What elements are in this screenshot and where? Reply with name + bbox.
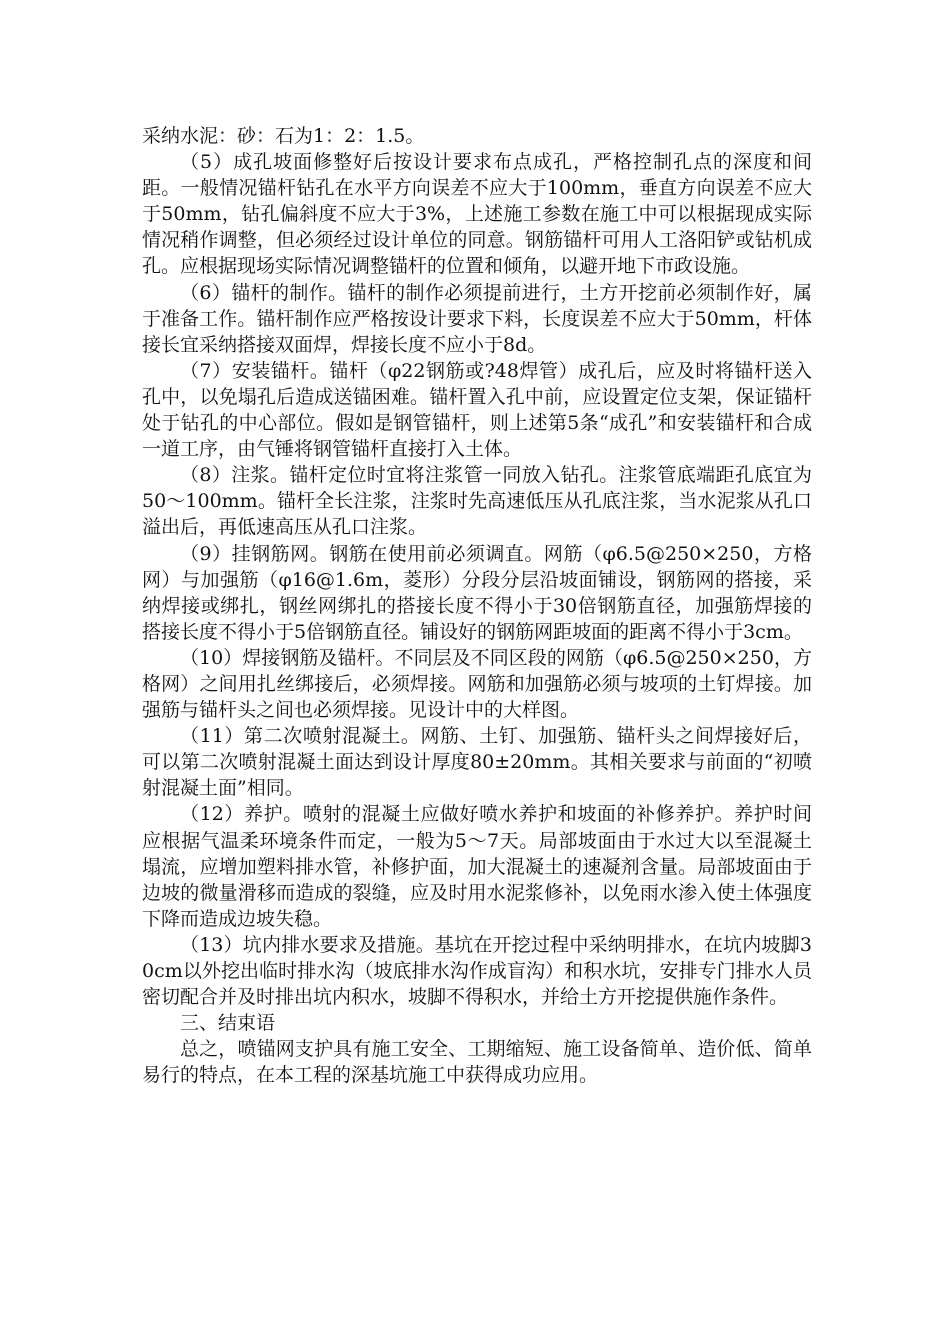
paragraph-step-6-anchor-fabrication: （6）锚杆的制作。锚杆的制作必须提前进行，土方开挖前必须制作好，属于准备工作。锚杆制作应严格按设计要求下料，长度误差不应大于50mm，杆体接长宜采纳搭接双面焊，焊接长度不应小于8d。 <box>142 281 812 356</box>
paragraph-step-11-second-shotcrete: （11）第二次喷射混凝土。网筋、土钉、加强筋、锚杆头之间焊接好后，可以第二次喷射混凝土面达到设计厚度80±20mm。其相关要求与前面的“初喷射混凝土面”相同。 <box>142 725 812 800</box>
paragraph-conclusion: 总之，喷锚网支护具有施工安全、工期缩短、施工设备简单、造价低、简单易行的特点，在本工程的深基坑施工中获得成功应用。 <box>142 1038 812 1087</box>
document-body <box>142 123 812 1088</box>
paragraph-step-9-mesh: （9）挂钢筋网。钢筋在使用前必须调直。网筋（φ6.5@250×250，方格网）与加强筋（φ16@1.6m，菱形）分段分层沿坡面铺设，钢筋网的搭接，采纳焊接或绑扎，钢丝网绑扎的搭接长度不得小于30倍钢筋直径，加强筋焊接的搭接长度不得小于5倍钢筋直径。铺设好的钢筋网距坡面的距离不得小于3cm。 <box>142 542 812 643</box>
paragraph-step-12-curing: （12）养护。喷射的混凝土应做好喷水养护和坡面的补修养护。养护时间应根据气温柔环境条件而定，一般为5～7天。局部坡面由于水过大以至混凝土塌流，应增加塑料排水管，补修护面，加大混凝土的速凝剂含量。局部坡面由于边坡的微量滑移而造成的裂缝，应及时用水泥浆修补，以免雨水渗入使土体强度下降而造成边坡失稳。 <box>142 803 812 930</box>
paragraph-step-5-drilling: （5）成孔坡面修整好后按设计要求布点成孔，严格控制孔点的深度和间距。一般情况锚杆钻孔在水平方向误差不应大于100mm，垂直方向误差不应大于50mm，钻孔偏斜度不应大于3%，上述施工参数在施工中可以根据现成实际情况稍作调整，但必须经过设计单位的同意。钢筋锚杆可用人工洛阳铲或钻机成孔。应根据现场实际情况调整锚杆的位置和倾角，以避开地下市政设施。 <box>142 151 812 278</box>
section-heading-conclusion: 三、结束语 <box>180 1012 276 1035</box>
paragraph-step-7-anchor-install: （7）安装锚杆。锚杆（φ22钢筋或?48焊管）成孔后，应及时将锚杆送入孔中，以免塌孔后造成送锚困难。锚杆置入孔中前，应设置定位支架，保证锚杆处于钻孔的中心部位。假如是钢管锚杆，则上述第5条“成孔”和安装锚杆和合成一道工序，由气锤将钢管锚杆直接打入土体。 <box>142 359 812 461</box>
paragraph-step-13-drainage: （13）坑内排水要求及措施。基坑在开挖过程中采纳明排水，在坑内坡脚30cm以外挖出临时排水沟（坡底排水沟作成盲沟）和积水坑，安排专门排水人员密切配合并及时排出坑内积水，坡脚不得积水，并给土方开挖提供施作条件。 <box>142 933 812 1009</box>
paragraph-mix-ratio: 采纳水泥：砂：石为1：2：1.5。 <box>142 125 425 147</box>
paragraph-step-10-welding: （10）焊接钢筋及锚杆。不同层及不同区段的网筋（φ6.5@250×250，方格网）之间用扎丝绑接后，必须焊接。网筋和加强筋必须与坡项的土钉焊接。加强筋与锚杆头之间也必须焊接。见设计中的大样图。 <box>142 646 812 722</box>
paragraph-step-8-grouting: （8）注浆。锚杆定位时宜将注浆管一同放入钻孔。注浆管底端距孔底宜为50～100mm。锚杆全长注浆，注浆时先高速低压从孔底注浆，当水泥浆从孔口溢出后，再低速高压从孔口注浆。 <box>142 464 812 539</box>
